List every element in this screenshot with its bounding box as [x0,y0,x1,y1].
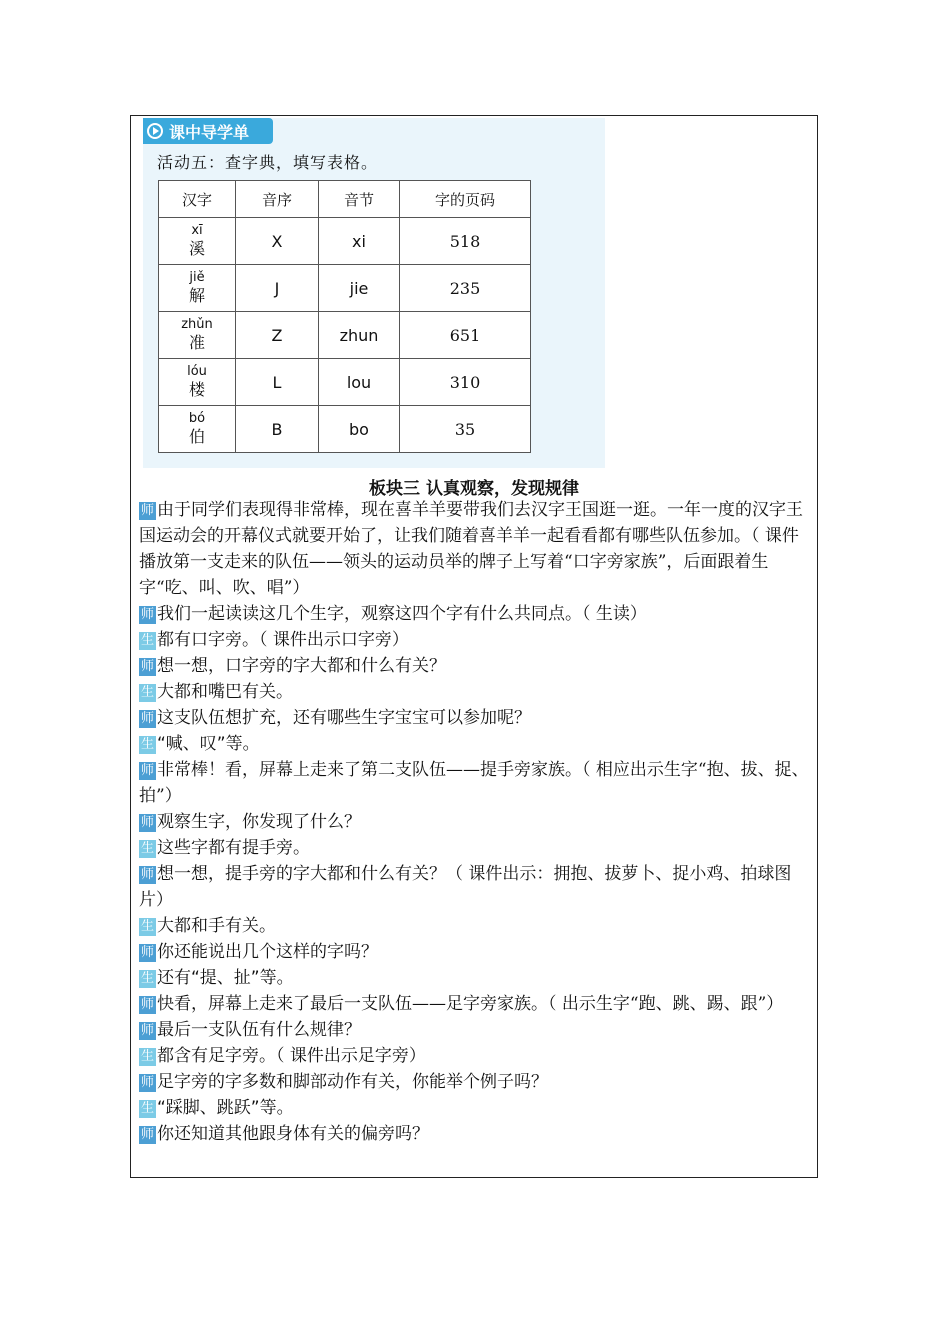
teacher-badge: 师 [140,659,154,674]
cell-syllable: xi [319,218,400,265]
teacher-badge: 师 [140,607,154,622]
header-hanzi: 汉字 [159,181,236,218]
hanzi-text: 楼 [188,380,205,399]
dialogue-text: “踩脚、跳跃”等。 [157,1098,294,1118]
cell-syllable: lou [319,359,400,406]
pinyin-text: lóu [187,364,207,379]
dialogue-line [139,1043,815,1069]
teacher-badge: 师 [140,711,154,726]
cell-hanzi [159,218,236,265]
dialogue-text: 都含有足字旁。（ 课件出示足字旁） [157,1046,426,1066]
cell-syllable: zhun [319,312,400,359]
student-badge: 生 [140,841,154,856]
student-badge: 生 [140,1049,154,1064]
section-title: 板块三 认真观察，发现规律 [369,479,579,499]
dialogue-text: 非常棒！看，屏幕上走来了第二支队伍——提手旁家族。（ 相应出示生字“抱、拔、捉、拍”） [139,760,809,806]
table-header-row [159,181,531,218]
cell-initial: X [236,218,319,265]
dialogue-text: 由于同学们表现得非常棒，现在喜羊羊要带我们去汉字王国逛一逛。一年一度的汉字王国运动会的开幕仪式就要开始了，让我们随着喜羊羊一起看看都有哪些队伍参加。（ 课件播放第一支走来的队伍——领头的运动员举的牌子上写着“口字旁家族”，后面跟着生字“吃、叫、吹、唱”） [139,500,803,598]
dialogue-text: 你还知道其他跟身体有关的偏旁吗？ [157,1124,429,1144]
dialogue-line [139,705,815,731]
cell-page: 518 [400,218,531,265]
header-initial: 音序 [236,181,319,218]
dialogue-line [139,965,815,991]
guide-sheet-tag [143,118,273,144]
teacher-badge: 师 [140,867,154,882]
dialogue-line [139,861,815,913]
cell-page: 310 [400,359,531,406]
dialogue [139,497,815,1147]
dialogue-text: 都有口字旁。（ 课件出示口字旁） [157,630,409,650]
dialogue-line [139,601,815,627]
guide-sheet-tag-label: 课中导学单 [169,122,250,142]
dialogue-line [139,1121,815,1147]
student-badge: 生 [140,919,154,934]
dialogue-line [139,757,815,809]
dialogue-text: 最后一支队伍有什么规律？ [157,1020,361,1040]
cell-syllable: jie [319,265,400,312]
dialogue-text: “喊、叹”等。 [157,734,260,754]
student-badge: 生 [140,737,154,752]
pinyin-text: xī [191,223,203,238]
dialogue-text: 大都和手有关。 [157,916,276,936]
teacher-badge: 师 [140,1023,154,1038]
teacher-badge: 师 [140,1075,154,1090]
student-badge: 生 [140,685,154,700]
teacher-badge: 师 [140,815,154,830]
dialogue-line [139,679,815,705]
hanzi-text: 溪 [188,239,205,258]
cell-hanzi [159,359,236,406]
student-badge: 生 [140,971,154,986]
dialogue-line [139,731,815,757]
cell-hanzi [159,406,236,453]
dialogue-text: 这支队伍想扩充，还有哪些生字宝宝可以参加呢？ [157,708,531,728]
teacher-badge: 师 [140,945,154,960]
dialogue-text: 大都和嘴巴有关。 [157,682,293,702]
teacher-badge: 师 [140,763,154,778]
teacher-badge: 师 [140,1127,154,1142]
activity-instruction: 活动五：查字典，填写表格。 [157,153,379,172]
dialogue-line [139,913,815,939]
student-badge: 生 [140,1101,154,1116]
table-row [159,218,531,265]
header-page: 字的页码 [400,181,531,218]
table-row [159,359,531,406]
dialogue-text: 快看，屏幕上走来了最后一支队伍——足字旁家族。（ 出示生字“跑、跳、踢、跟”） [157,994,784,1014]
teacher-badge: 师 [140,503,154,518]
dialogue-text: 我们一起读读这几个生字，观察这四个字有什么共同点。（ 生读） [157,604,647,624]
cell-initial: J [236,265,319,312]
table-body [159,218,531,453]
hanzi-text: 准 [188,333,205,352]
dialogue-line [139,1095,815,1121]
dialogue-text: 想一想，提手旁的字大都和什么有关？（ 课件出示：拥抱、拔萝卜、捉小鸡、拍球图片） [139,864,792,910]
table-row [159,406,531,453]
dialogue-text: 想一想，口字旁的字大都和什么有关？ [157,656,446,676]
header-syllable: 音节 [319,181,400,218]
cell-syllable: bo [319,406,400,453]
cell-hanzi [159,312,236,359]
dialogue-line [139,939,815,965]
pinyin-text: bó [188,411,206,426]
guide-sheet-figure [143,118,605,468]
teacher-badge: 师 [140,997,154,1012]
student-badge: 生 [140,633,154,648]
cell-initial: Z [236,312,319,359]
cell-page: 35 [400,406,531,453]
dialogue-line [139,653,815,679]
dialogue-line [139,1069,815,1095]
hanzi-text: 伯 [188,427,205,446]
cell-initial: B [236,406,319,453]
dialogue-text: 观察生字，你发现了什么？ [157,812,361,832]
dialogue-line [139,497,815,601]
dialogue-line [139,809,815,835]
dialogue-text: 你还能说出几个这样的字吗？ [157,942,378,962]
dialogue-text: 还有“提、扯”等。 [157,968,294,988]
dialogue-line [139,991,815,1017]
play-icon [147,123,163,139]
cell-initial: L [236,359,319,406]
dialogue-text: 足字旁的字多数和脚部动作有关，你能举个例子吗？ [157,1072,548,1092]
dialogue-line [139,627,815,653]
dialogue-text: 这些字都有提手旁。 [157,838,310,858]
dialogue-line [139,835,815,861]
dialogue-line [139,1017,815,1043]
pinyin-text: zhǔn [181,317,213,332]
cell-page: 235 [400,265,531,312]
table-row [159,265,531,312]
cell-hanzi [159,265,236,312]
dictionary-table [158,180,531,453]
table-row [159,312,531,359]
cell-page: 651 [400,312,531,359]
hanzi-text: 解 [188,286,205,305]
pinyin-text: jiě [189,270,205,285]
